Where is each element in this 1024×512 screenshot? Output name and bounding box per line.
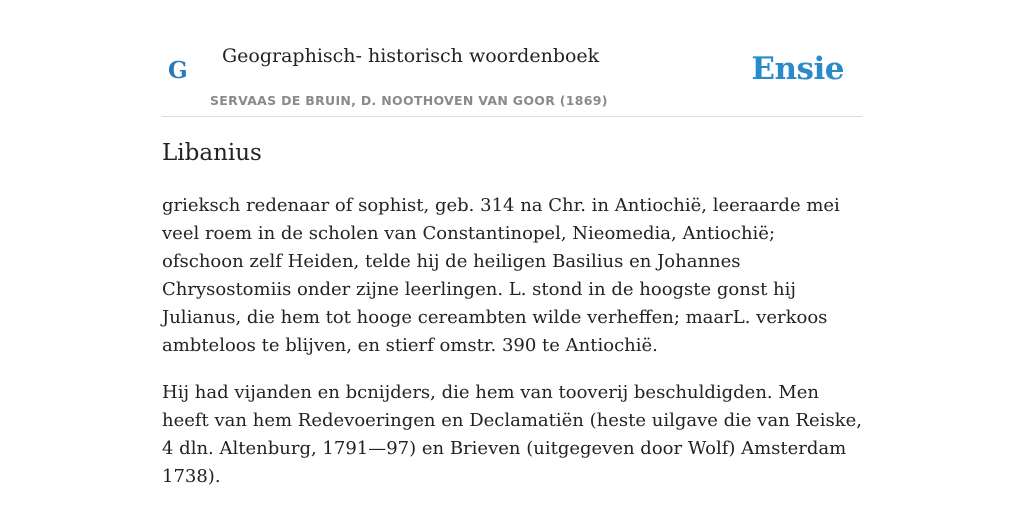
entry-paragraph: grieksch redenaar of sophist, geb. 314 na Chr. in Antiochië, leeraarde mei veel roem in de scholen van Constantinopel, Nieomedia, Antiochië; ofschoon zelf Heiden, telde hij de heiligen Basilius en Johannes Chrysostomiis onder zijne leerlingen. L. stond in de hoogste gonst hij Julianus, die hem tot hooge cereambten wilde verheffen; maarL. verkoos ambteloos te blijven, en stierf omstr. 390 te Antiochië. [162,195,840,356]
book-title-link[interactable]: Geographisch- historisch woordenboek [222,45,600,67]
entry-paragraph: Hij had vijanden en bcnijders, die hem van tooverij beschuldigden. Men heeft van hem Redevoeringen en Declamatiën (heste uilgave die van Reiske, 4 dln. Altenburg, 1791—97) en Brieven (uitgegeven door Wolf) Amsterdam 1738). [162,382,862,487]
source-header [162,0,862,117]
book-author: SERVAAS DE BRUIN, D. NOOTHOVEN VAN GOOR (1869) [210,93,608,108]
book-letter-icon[interactable]: G [168,57,188,84]
entry-title: Libanius [162,140,262,166]
entry-body [162,192,862,510]
ensie-logo[interactable]: Ensie [751,51,844,87]
